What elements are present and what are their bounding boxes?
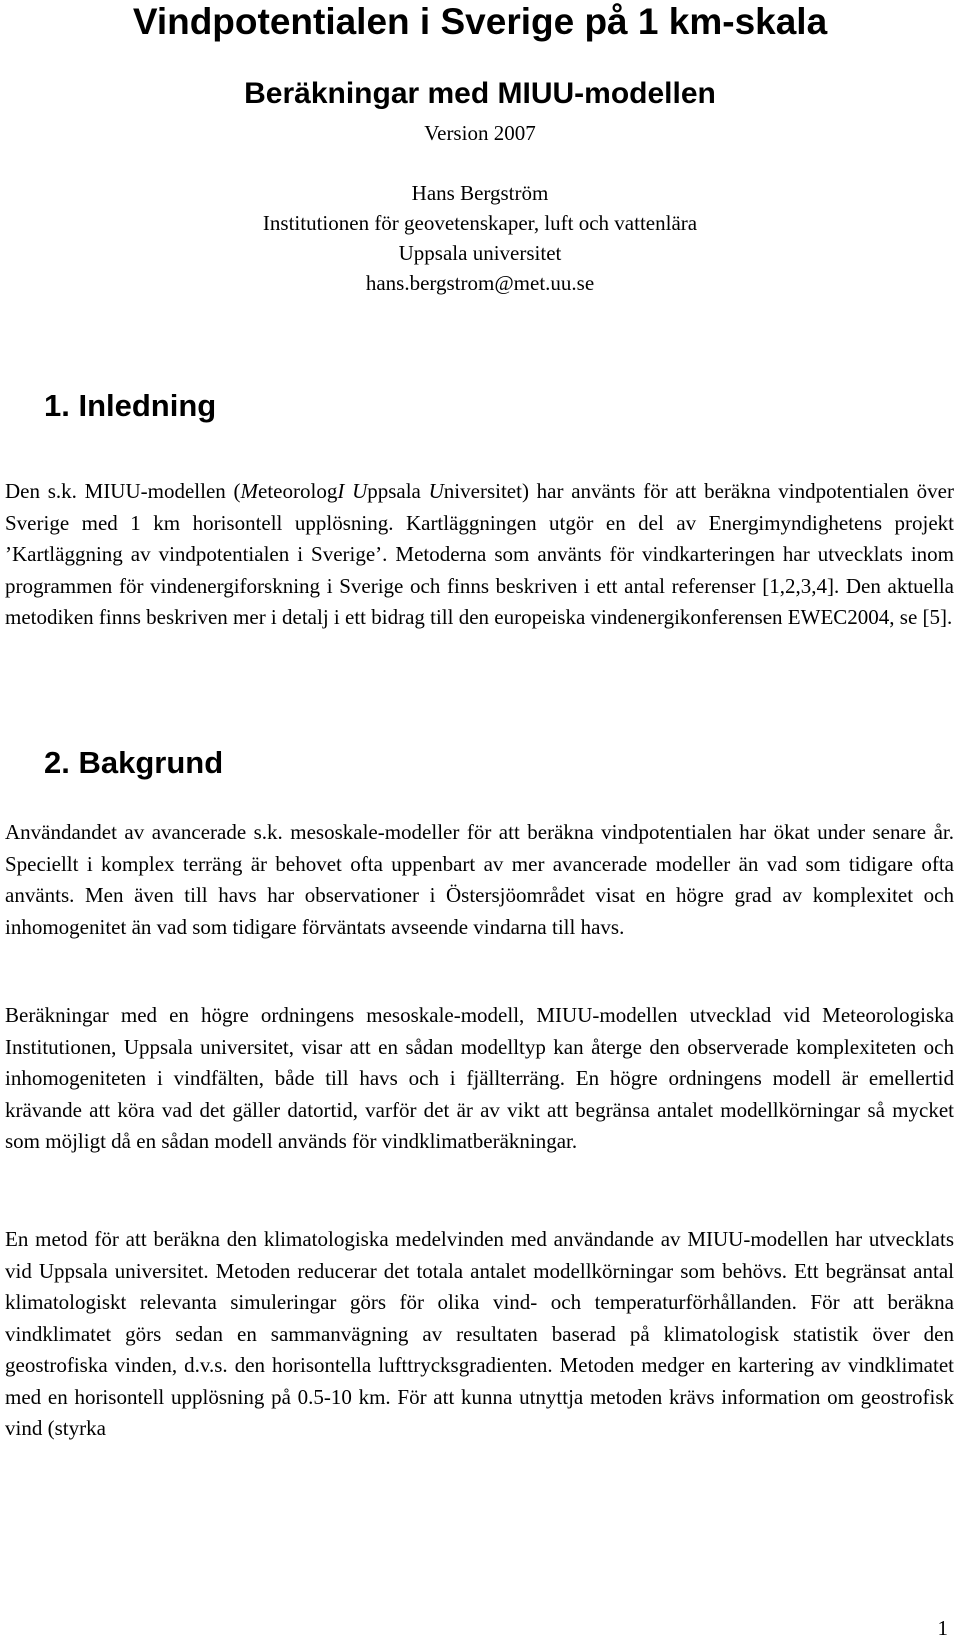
document-subtitle: Beräkningar med MIUU-modellen [244,77,716,110]
page-number: 1 [937,1616,948,1640]
text-run-italic: U [428,479,444,503]
section-bakgrund-paragraph-1: Användandet av avancerade s.k. mesoskale-modeller för att beräkna vindpotentialen har ökat under senare år. Speciellt i komplex terräng är behovet ofta uppenbart av mer avancerade modeller än vad som tidigare ofta använts. Men även till havs har observationer i Östersjöområdet visat en högre grad av komplexitet och inhomogenitet än vad som tidigare förväntats avseende vindarna till havs. [5,820,954,939]
author-name: Hans Bergström [411,181,549,205]
author-email: hans.bergstrom@met.uu.se [365,271,595,295]
author-university: Uppsala universitet [398,241,562,265]
text-run: niversitet) har använts för att beräkna vindpotentialen över Sverige med 1 km horisontell upplösning. Kartläggningen utgör en del av Energimyndighetens projekt ’Kartläggning av vindpotentialen i Sverige’. Metoderna som använts för vindkarteringen har utvecklats inom programmen för vindenergiforskning i Sverige och finns beskriven i ett antal referenser [1,2,3,4]. Den aktuella metodiken finns beskriven mer i detalj i ett bidrag till den europeiska vindenergikonferensen EWEC2004, se [5]. [5,479,954,629]
text-run: ppsala [367,479,429,503]
section-heading-bakgrund: 2. Bakgrund [44,745,224,780]
text-run-italic: M [240,479,259,503]
text-run: eteorolog [258,479,338,503]
document-title: Vindpotentialen i Sverige på 1 km-skala [132,1,828,42]
author-department: Institutionen för geovetenskaper, luft och vattenlära [262,211,698,235]
section-bakgrund-paragraph-3: En metod för att beräkna den klimatologiska medelvinden med användande av MIUU-modellen har utvecklats vid Uppsala universitet. Metoden reducerar det totala antalet modellkörningar som behövs. Ett begränsat antal klimatologiskt relevanta simuleringar görs för olika vind- och temperaturförhållanden. För att beräkna vindklimatet görs sedan en sammanvägning av resultaten baserad på klimatologisk statistik över den geostrofiska vinden, d.v.s. den horisontella lufttrycksgradienten. Metoden medger en kartering av vindklimatet med en horisontell upplösning på 0.5-10 km. För att kunna utnyttja metoden krävs information om geostrofisk vind (styrka [5,1227,954,1440]
section-heading-inledning: 1. Inledning [44,388,217,423]
version-label: Version 2007 [424,121,536,145]
section-bakgrund-paragraph-2: Beräkningar med en högre ordningens mesoskale-modell, MIUU-modellen utvecklad vid Meteorologiska Institutionen, Uppsala universitet, visar att en sådan modelltyp kan återge den observerade komplexiteten och inhomogeniteten i vindfälten, både till havs och i fjällterräng. En högre ordningens modell är emellertid krävande att köra vad det gäller datortid, varför det är av vikt att begränsa antalet modellkörningar så mycket som möjligt då en sådan modell används för vindklimatberäkningar. [5,1003,954,1153]
text-run: Den s.k. MIUU-modellen ( [5,479,241,503]
section-inledning-paragraph [5,476,954,634]
text-run-italic: I U [337,479,368,503]
